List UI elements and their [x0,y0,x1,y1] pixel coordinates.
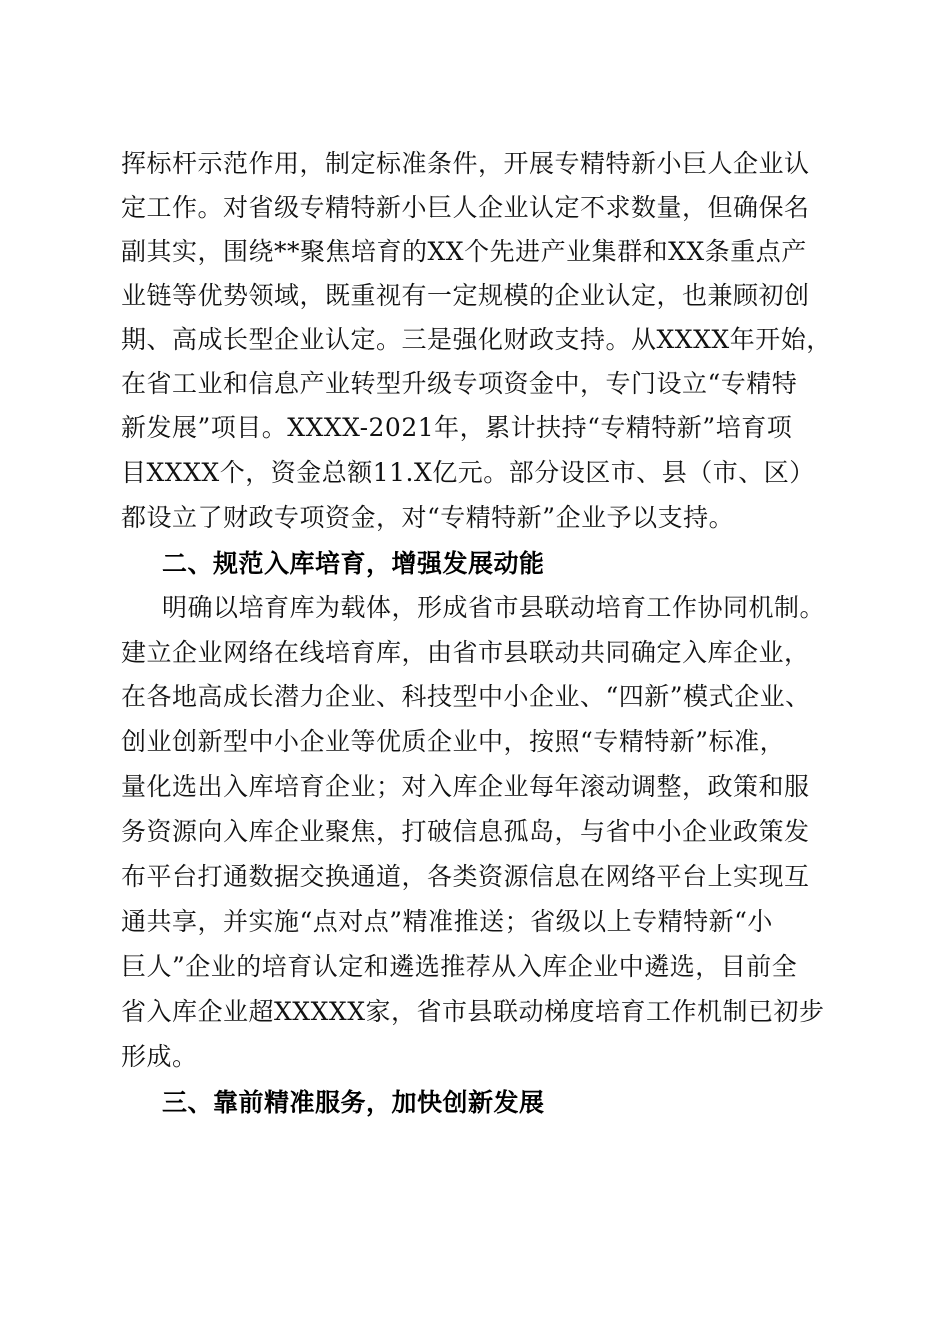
paragraph-2-line-3: 在各地高成长潜力企业、科技型中小企业、“四新”模式企业、 [121,682,811,711]
section-heading-3: 三、靠前精准服务，加快创新发展 [162,1088,545,1117]
paragraph-1-line-9: 都设立了财政专项资金，对“专精特新”企业予以支持。 [121,503,735,532]
paragraph-1-line-2: 定工作。对省级专精特新小巨人企业认定不求数量，但确保名 [121,193,810,222]
paragraph-1-line-7: 新发展”项目。XXXX-2021年，累计扶持“专精特新”培育项 [121,413,793,442]
paragraph-2-line-1: 明确以培育库为载体，形成省市县联动培育工作协同机制。 [162,593,826,622]
section-heading-2: 二、规范入库培育，增强发展动能 [162,549,545,578]
paragraph-2-line-4: 创业创新型中小企业等优质企业中，按照“专精特新”标准， [121,727,786,756]
paragraph-1-line-5: 期、高成长型企业认定。三是强化财政支持。从XXXX年开始， [121,325,832,354]
paragraph-1-line-8: 目XXXX个，资金总额11.X亿元。部分设区市、县（市、区） [121,458,815,487]
paragraph-1-line-3: 副其实，围绕**聚焦培育的XX个先进产业集群和XX条重点产 [121,237,807,266]
paragraph-2-line-2: 建立企业网络在线培育库，由省市县联动共同确定入库企业， [121,638,810,667]
paragraph-2-line-9: 巨人”企业的培育认定和遴选推荐从入库企业中遴选，目前全 [121,952,798,981]
paragraph-2-line-8: 通共享，并实施“点对点”精准推送；省级以上专精特新“小 [121,907,773,936]
paragraph-2-line-10: 省入库企业超XXXXX家，省市县联动梯度培育工作机制已初步 [121,997,825,1026]
paragraph-1-line-6: 在省工业和信息产业转型升级专项资金中，专门设立“专精特 [121,369,798,398]
paragraph-2-line-6: 务资源向入库企业聚焦，打破信息孤岛，与省中小企业政策发 [121,817,810,846]
paragraph-1-line-1: 挥标杆示范作用，制定标准条件，开展专精特新小巨人企业认 [121,149,810,178]
paragraph-2-line-5: 量化选出入库培育企业；对入库企业每年滚动调整，政策和服 [121,772,810,801]
paragraph-1-line-4: 业链等优势领域，既重视有一定规模的企业认定，也兼顾初创 [121,281,810,310]
paragraph-2-line-7: 布平台打通数据交换通道，各类资源信息在网络平台上实现互 [121,862,810,891]
paragraph-2-line-11: 形成。 [121,1042,198,1071]
